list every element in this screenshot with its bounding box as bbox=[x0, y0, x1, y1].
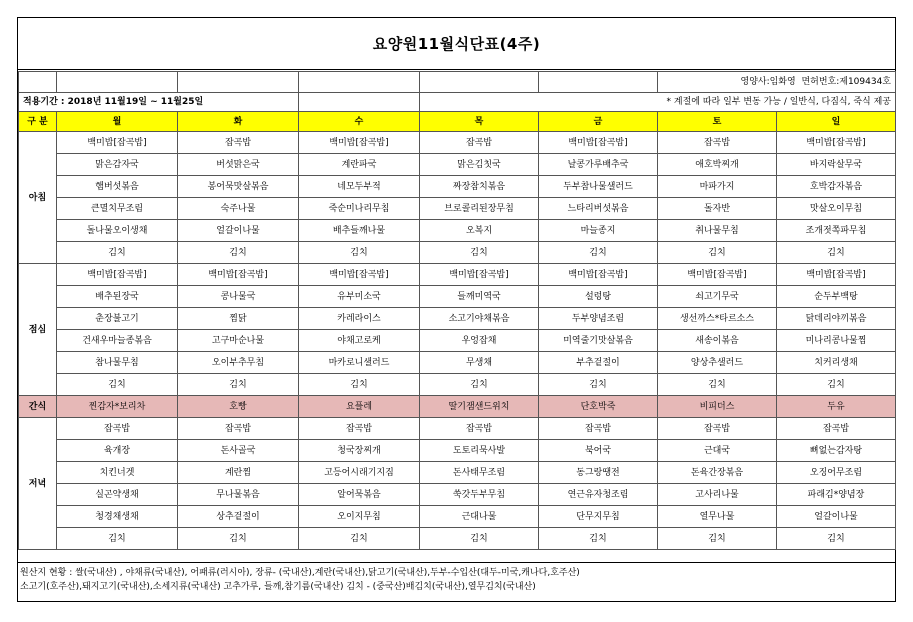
menu-item: 쑥갓두부무침 bbox=[420, 484, 539, 506]
menu-item: 백미밥[잡곡밥] bbox=[57, 132, 178, 154]
menu-item: 동그랑땡전 bbox=[539, 462, 658, 484]
category-header: 구 분 bbox=[19, 112, 57, 132]
menu-item: 치킨너겟 bbox=[57, 462, 178, 484]
dinner-row bbox=[19, 484, 896, 506]
menu-item: 백미밥[잡곡밥] bbox=[178, 264, 299, 286]
snack-item: 단호박죽 bbox=[539, 396, 658, 418]
menu-item: 잡곡밥 bbox=[658, 132, 777, 154]
menu-item: 잡곡밥 bbox=[178, 132, 299, 154]
menu-item: 뼈없는감자탕 bbox=[777, 440, 896, 462]
menu-item: 양상추샐러드 bbox=[658, 352, 777, 374]
menu-item: 알어묵볶음 bbox=[299, 484, 420, 506]
menu-item: 찜닭 bbox=[178, 308, 299, 330]
dinner-row bbox=[19, 462, 896, 484]
menu-item: 북어국 bbox=[539, 440, 658, 462]
dinner-row bbox=[19, 440, 896, 462]
menu-item: 두부참나물샐러드 bbox=[539, 176, 658, 198]
menu-item: 얼갈이나물 bbox=[777, 506, 896, 528]
menu-item: 우엉잡채 bbox=[420, 330, 539, 352]
menu-item: 생선까스*타르소스 bbox=[658, 308, 777, 330]
menu-item: 계란파국 bbox=[299, 154, 420, 176]
snack-row bbox=[19, 396, 896, 418]
menu-item: 돌나물오이생채 bbox=[57, 220, 178, 242]
menu-item: 새송이볶음 bbox=[658, 330, 777, 352]
menu-item: 부추겉절이 bbox=[539, 352, 658, 374]
menu-item: 잡곡밥 bbox=[420, 132, 539, 154]
menu-note: * 계절에 따라 일부 변동 가능 / 일반식, 다짐식, 죽식 제공 bbox=[420, 93, 896, 112]
menu-item: 김치 bbox=[178, 374, 299, 396]
menu-item: 야채고로케 bbox=[299, 330, 420, 352]
menu-item: 잡곡밥 bbox=[420, 418, 539, 440]
menu-item: 김치 bbox=[299, 242, 420, 264]
day-header: 토 bbox=[658, 112, 777, 132]
menu-item: 김치 bbox=[777, 374, 896, 396]
menu-item: 미역줄기맛살볶음 bbox=[539, 330, 658, 352]
menu-item: 햄버섯볶음 bbox=[57, 176, 178, 198]
menu-item: 단무지무침 bbox=[539, 506, 658, 528]
menu-item: 김치 bbox=[420, 374, 539, 396]
breakfast-row bbox=[19, 154, 896, 176]
menu-item: 근대국 bbox=[658, 440, 777, 462]
menu-item: 들깨미역국 bbox=[420, 286, 539, 308]
day-header: 화 bbox=[178, 112, 299, 132]
menu-item: 돈육간장볶음 bbox=[658, 462, 777, 484]
menu-item: 김치 bbox=[658, 528, 777, 550]
menu-item: 애호박찌개 bbox=[658, 154, 777, 176]
breakfast-label: 아침 bbox=[19, 132, 57, 264]
menu-item: 백미밥[잡곡밥] bbox=[777, 132, 896, 154]
breakfast-row bbox=[19, 132, 896, 154]
menu-item: 맛살오이무침 bbox=[777, 198, 896, 220]
menu-item: 닭데리야끼볶음 bbox=[777, 308, 896, 330]
menu-item: 육개장 bbox=[57, 440, 178, 462]
menu-item: 백미밥[잡곡밥] bbox=[539, 132, 658, 154]
day-header: 일 bbox=[777, 112, 896, 132]
menu-item: 유부미소국 bbox=[299, 286, 420, 308]
menu-item: 잡곡밥 bbox=[57, 418, 178, 440]
menu-item: 돈사골국 bbox=[178, 440, 299, 462]
snack-item: 딸기잼샌드위치 bbox=[420, 396, 539, 418]
menu-item: 김치 bbox=[539, 528, 658, 550]
menu-item: 죽순미나리무침 bbox=[299, 198, 420, 220]
menu-item: 김치 bbox=[777, 242, 896, 264]
footer-divider bbox=[18, 562, 895, 563]
menu-item: 건새우마늘종볶음 bbox=[57, 330, 178, 352]
day-header: 수 bbox=[299, 112, 420, 132]
menu-item: 호박감자볶음 bbox=[777, 176, 896, 198]
day-header: 금 bbox=[539, 112, 658, 132]
menu-item: 배추된장국 bbox=[57, 286, 178, 308]
menu-item: 짜장참치볶음 bbox=[420, 176, 539, 198]
menu-item: 느타리버섯볶음 bbox=[539, 198, 658, 220]
menu-item: 김치 bbox=[777, 528, 896, 550]
menu-item: 맑은감자국 bbox=[57, 154, 178, 176]
menu-item: 잡곡밥 bbox=[777, 418, 896, 440]
lunch-label: 점심 bbox=[19, 264, 57, 396]
menu-item: 춘장불고기 bbox=[57, 308, 178, 330]
menu-item: 청국장찌개 bbox=[299, 440, 420, 462]
origin-line: 소고기(호주산),돼지고기(국내산),소세지류(국내산) 고추가루, 들깨,참기름(국내산) 김치 - (중국산)배김치(국내산),열무김치(국내산) bbox=[20, 582, 536, 592]
menu-item: 오이지무침 bbox=[299, 506, 420, 528]
menu-item: 잡곡밥 bbox=[299, 418, 420, 440]
menu-item: 콩나물국 bbox=[178, 286, 299, 308]
origin-info bbox=[18, 566, 897, 594]
menu-item: 파래김*양념장 bbox=[777, 484, 896, 506]
menu-item: 두부양념조림 bbox=[539, 308, 658, 330]
menu-item: 배추들깨나물 bbox=[299, 220, 420, 242]
menu-item: 조개젓쪽파무침 bbox=[777, 220, 896, 242]
menu-item: 잡곡밥 bbox=[658, 418, 777, 440]
menu-item: 치커리생채 bbox=[777, 352, 896, 374]
day-header: 목 bbox=[420, 112, 539, 132]
menu-item: 김치 bbox=[299, 528, 420, 550]
menu-item: 백미밥[잡곡밥] bbox=[658, 264, 777, 286]
menu-item: 쇠고기무국 bbox=[658, 286, 777, 308]
menu-item: 연근유자청조림 bbox=[539, 484, 658, 506]
menu-item: 무나물볶음 bbox=[178, 484, 299, 506]
menu-item: 고구마순나물 bbox=[178, 330, 299, 352]
menu-item: 소고기야채볶음 bbox=[420, 308, 539, 330]
lunch-row bbox=[19, 352, 896, 374]
applicable-period: 적용기간 : 2018년 11월19일 ~ 11월25일 bbox=[19, 93, 299, 112]
snack-item: 비피더스 bbox=[658, 396, 777, 418]
dinner-row bbox=[19, 528, 896, 550]
menu-item: 청경채생채 bbox=[57, 506, 178, 528]
menu-item: 근대나물 bbox=[420, 506, 539, 528]
day-header-row bbox=[19, 112, 896, 132]
menu-item: 김치 bbox=[658, 374, 777, 396]
lunch-row bbox=[19, 330, 896, 352]
snack-item: 찐감자*보리차 bbox=[57, 396, 178, 418]
lunch-row bbox=[19, 264, 896, 286]
menu-item: 큰멸치무조림 bbox=[57, 198, 178, 220]
menu-item: 브로콜리된장무침 bbox=[420, 198, 539, 220]
menu-item: 네모두부적 bbox=[299, 176, 420, 198]
menu-item: 백미밥[잡곡밥] bbox=[539, 264, 658, 286]
menu-item: 도토리묵사발 bbox=[420, 440, 539, 462]
dinner-label: 저녁 bbox=[19, 418, 57, 550]
menu-item: 김치 bbox=[299, 374, 420, 396]
menu-item: 순두부백탕 bbox=[777, 286, 896, 308]
snack-label: 간식 bbox=[19, 396, 57, 418]
menu-item: 마카로니샐러드 bbox=[299, 352, 420, 374]
menu-item: 버섯맑은국 bbox=[178, 154, 299, 176]
menu-sheet bbox=[17, 17, 896, 602]
menu-item: 카레라이스 bbox=[299, 308, 420, 330]
menu-item: 김치 bbox=[420, 242, 539, 264]
menu-item: 얼갈이나물 bbox=[178, 220, 299, 242]
menu-item: 고등어시래기지짐 bbox=[299, 462, 420, 484]
menu-item: 실곤약생채 bbox=[57, 484, 178, 506]
menu-item: 오징어무조림 bbox=[777, 462, 896, 484]
snack-item: 두유 bbox=[777, 396, 896, 418]
menu-item: 잡곡밥 bbox=[178, 418, 299, 440]
menu-item: 백미밥[잡곡밥] bbox=[420, 264, 539, 286]
nutritionist-info: 영양사:임화영 면허번호:제109434호 bbox=[658, 72, 896, 93]
menu-item: 맑은김칫국 bbox=[420, 154, 539, 176]
menu-item: 김치 bbox=[178, 242, 299, 264]
menu-item: 김치 bbox=[57, 528, 178, 550]
menu-item: 백미밥[잡곡밥] bbox=[57, 264, 178, 286]
menu-item: 고사리나물 bbox=[658, 484, 777, 506]
info-row bbox=[19, 72, 896, 93]
menu-item: 김치 bbox=[539, 374, 658, 396]
menu-item: 백미밥[잡곡밥] bbox=[777, 264, 896, 286]
menu-table bbox=[18, 71, 896, 550]
menu-item: 돌자반 bbox=[658, 198, 777, 220]
menu-item: 열무나물 bbox=[658, 506, 777, 528]
menu-item: 김치 bbox=[539, 242, 658, 264]
lunch-row bbox=[19, 286, 896, 308]
menu-item: 백미밥[잡곡밥] bbox=[299, 132, 420, 154]
menu-item: 무생채 bbox=[420, 352, 539, 374]
menu-item: 마늘종지 bbox=[539, 220, 658, 242]
breakfast-row bbox=[19, 198, 896, 220]
menu-item: 오이부추무침 bbox=[178, 352, 299, 374]
menu-item: 봉어묵맛살볶음 bbox=[178, 176, 299, 198]
menu-item: 김치 bbox=[57, 242, 178, 264]
menu-item: 상추겉절이 bbox=[178, 506, 299, 528]
menu-item: 취나물무침 bbox=[658, 220, 777, 242]
menu-item: 오복지 bbox=[420, 220, 539, 242]
menu-item: 잡곡밥 bbox=[539, 418, 658, 440]
page-title: 요양원11월식단표(4주) bbox=[18, 18, 895, 70]
menu-item: 마파가지 bbox=[658, 176, 777, 198]
dinner-row bbox=[19, 418, 896, 440]
menu-item: 돈사태무조림 bbox=[420, 462, 539, 484]
snack-item: 호빵 bbox=[178, 396, 299, 418]
breakfast-row bbox=[19, 242, 896, 264]
menu-item: 계란찜 bbox=[178, 462, 299, 484]
period-row bbox=[19, 93, 896, 112]
lunch-row bbox=[19, 374, 896, 396]
origin-line: 원산지 현황 : 쌀(국내산) , 야채류(국내산), 어패류(러시아), 장류- (국내산),계란(국내산),닭고기(국내산),두부-수입산(대두-미국,캐나다,호주산) bbox=[20, 568, 580, 578]
menu-item: 숙주나물 bbox=[178, 198, 299, 220]
menu-item: 백미밥[잡곡밥] bbox=[299, 264, 420, 286]
lunch-row bbox=[19, 308, 896, 330]
menu-item: 바지락살무국 bbox=[777, 154, 896, 176]
menu-item: 김치 bbox=[658, 242, 777, 264]
menu-item: 참나물무침 bbox=[57, 352, 178, 374]
menu-item: 날콩가루배추국 bbox=[539, 154, 658, 176]
menu-item: 설렁탕 bbox=[539, 286, 658, 308]
menu-item: 김치 bbox=[420, 528, 539, 550]
dinner-row bbox=[19, 506, 896, 528]
menu-item: 미나리콩나물찜 bbox=[777, 330, 896, 352]
day-header: 월 bbox=[57, 112, 178, 132]
snack-item: 요플레 bbox=[299, 396, 420, 418]
menu-item: 김치 bbox=[178, 528, 299, 550]
menu-item: 김치 bbox=[57, 374, 178, 396]
breakfast-row bbox=[19, 220, 896, 242]
breakfast-row bbox=[19, 176, 896, 198]
